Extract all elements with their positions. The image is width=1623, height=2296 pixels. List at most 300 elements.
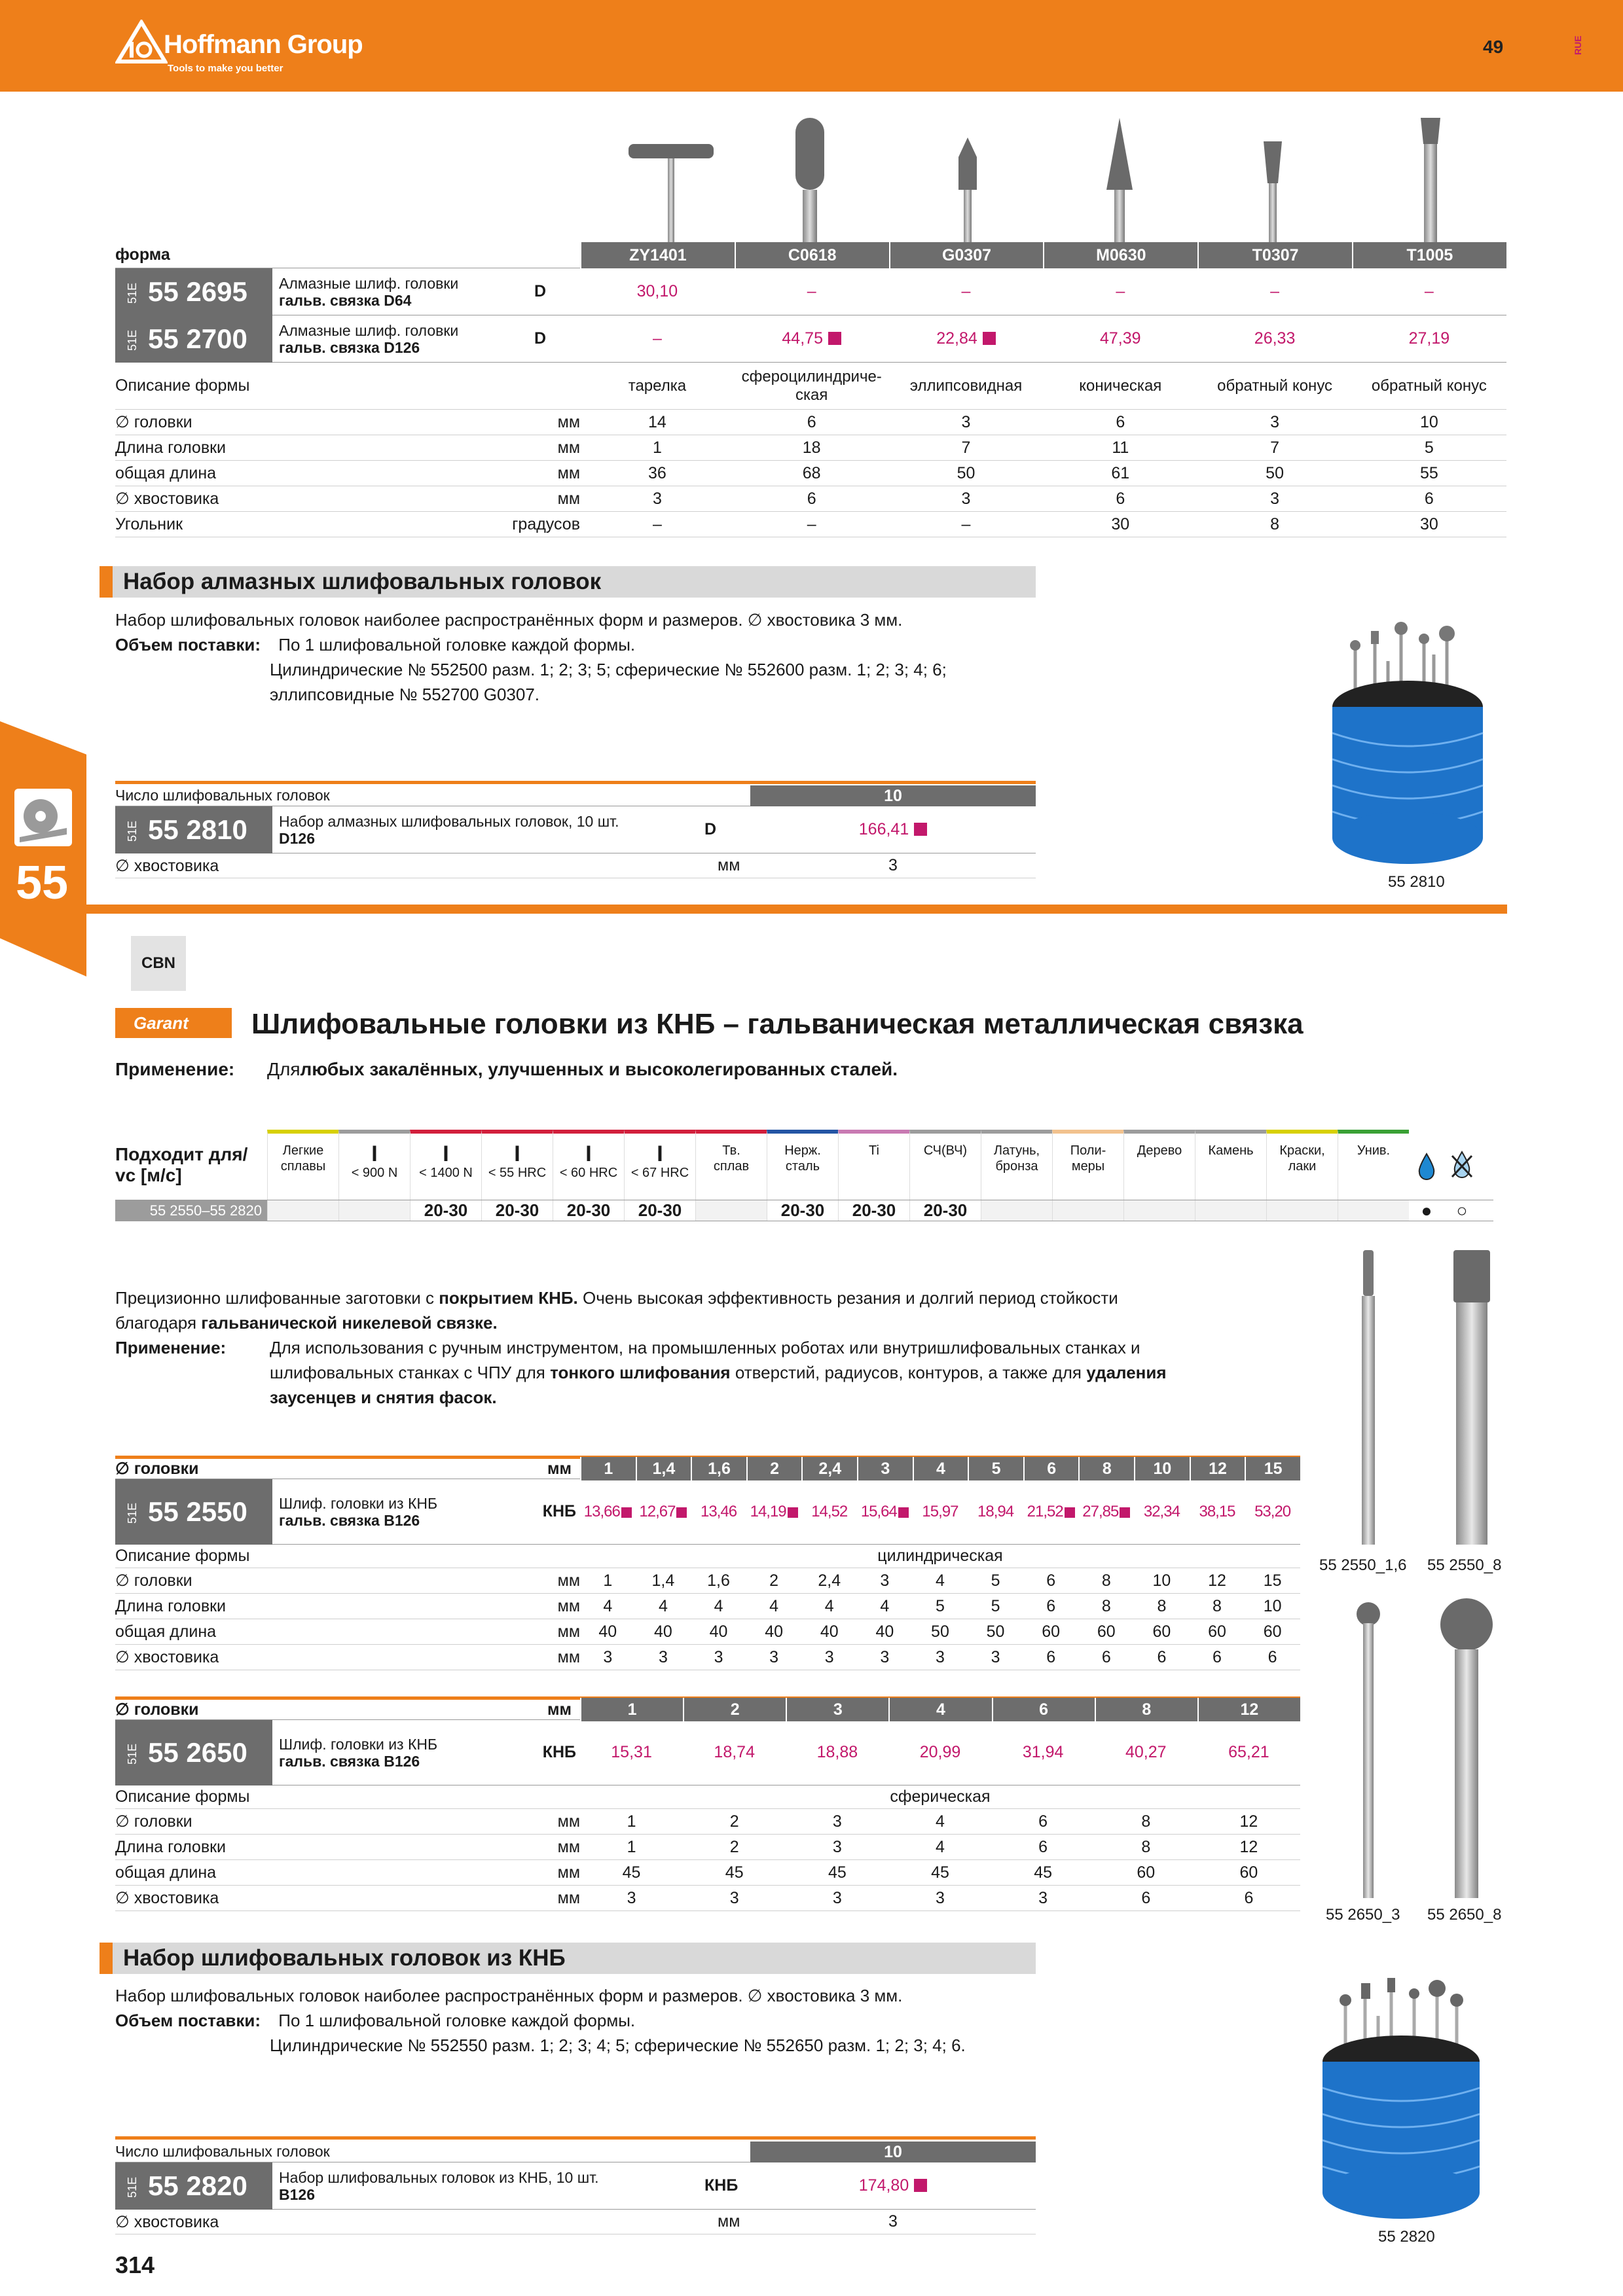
- price-cell: [801, 1503, 857, 1521]
- spec-label: ∅ головки: [115, 1812, 192, 1831]
- dry-circle: ○: [1456, 1200, 1468, 1221]
- grinding-wheel-icon: [14, 789, 72, 846]
- spec-unit: мм: [557, 1888, 580, 1907]
- material-speed: 20-30: [553, 1200, 624, 1221]
- price: 27,19: [1408, 329, 1450, 348]
- price: 15,97: [922, 1502, 958, 1520]
- spec-value: 1,6: [707, 1571, 730, 1590]
- price-marker: [788, 1507, 798, 1518]
- material-speed: 20-30: [624, 1200, 695, 1221]
- spec-value: 4: [714, 1596, 723, 1615]
- spec-value: 5: [936, 1596, 945, 1615]
- form-code: G0307: [889, 242, 1044, 268]
- material-speed: [338, 1200, 410, 1221]
- spec-value: 5: [1424, 438, 1434, 457]
- spec-value: 12: [1239, 1837, 1258, 1856]
- diamond-heads-image: [609, 118, 1473, 249]
- size-header: 3: [857, 1457, 913, 1480]
- size-header: 1,4: [636, 1457, 691, 1480]
- price: –: [1116, 282, 1125, 300]
- spec-value: 4: [880, 1596, 890, 1615]
- article-code: 55 2700: [148, 323, 247, 354]
- size-header: 4: [888, 1698, 991, 1721]
- price-cell: [1197, 282, 1352, 301]
- article-description: [272, 275, 534, 309]
- material-speed: [1123, 1200, 1195, 1221]
- spec-row: [115, 1568, 1300, 1594]
- material-sub: бронза: [995, 1159, 1038, 1174]
- size-header: 6: [1023, 1457, 1079, 1480]
- spec-value: 4: [824, 1596, 834, 1615]
- set1-shank: 3: [888, 856, 898, 874]
- size-header: 2,4: [801, 1457, 857, 1480]
- set2-article[interactable]: 51E 55 2820: [115, 2162, 272, 2210]
- spec-value: 45: [828, 1863, 847, 1882]
- spec-unit: градусов: [512, 514, 580, 533]
- spec-unit: мм: [557, 1622, 580, 1641]
- material-speed: 20-30: [909, 1200, 981, 1221]
- material-header: [838, 1130, 909, 1200]
- spec-label: Длина головки: [115, 438, 227, 457]
- spec-value: 3: [832, 1837, 842, 1856]
- price-cell: [1352, 329, 1506, 348]
- price-cell: [857, 1503, 913, 1521]
- application-text: любых закалённых, улучшенных и высоколегированных сталей.: [300, 1059, 898, 1079]
- material-name: Камень: [1208, 1143, 1254, 1158]
- size-header: 3: [786, 1698, 888, 1721]
- spec-row: [115, 410, 1506, 435]
- price-cell: [580, 329, 735, 348]
- material-name: Латунь,: [993, 1143, 1040, 1158]
- price: 47,39: [1100, 329, 1141, 348]
- shape-name: эллипсовидная: [909, 376, 1023, 395]
- form-code: T0307: [1197, 242, 1352, 268]
- spec-value: 3: [991, 1647, 1000, 1666]
- spec-value: 10: [1263, 1596, 1282, 1615]
- app2-label: Применение:: [115, 1338, 227, 1357]
- spec-row: [115, 486, 1506, 512]
- spec-unit: мм: [557, 412, 580, 431]
- material-speed: [981, 1200, 1052, 1221]
- chapter-tab: [0, 721, 86, 977]
- spec-value: 40: [820, 1622, 839, 1641]
- desc-line2: гальв. связка D126: [279, 338, 420, 356]
- binding-code: D: [534, 282, 547, 300]
- spec-value: 11: [1112, 438, 1129, 457]
- spec-value: 6: [1141, 1888, 1151, 1907]
- spec-unit: мм: [557, 1863, 580, 1882]
- price: 44,75: [782, 329, 823, 348]
- page-number: 49: [1483, 37, 1504, 57]
- material-name: Дерево: [1137, 1143, 1182, 1158]
- price: 14,52: [811, 1502, 848, 1520]
- set1-desc1: Набор алмазных шлифовальных головок, 10 шт.: [279, 812, 619, 830]
- set2-code: КНБ: [704, 2176, 739, 2195]
- spec-value: 4: [936, 1837, 945, 1856]
- cbn-application: [115, 1059, 898, 1080]
- spec-value: 50: [931, 1622, 949, 1641]
- set2-title: Набор шлифовальных головок из КНБ: [100, 1943, 1036, 1974]
- price: 18,94: [977, 1502, 1014, 1520]
- spec-value: 40: [654, 1622, 672, 1641]
- spec-value: 6: [1116, 489, 1125, 508]
- spec-value: 1: [652, 438, 662, 457]
- spec-value: 4: [603, 1596, 613, 1615]
- spec-value: 8: [1213, 1596, 1222, 1615]
- article-code: 55 2695: [148, 276, 247, 307]
- price-marker: [898, 1507, 909, 1518]
- spec-value: 45: [622, 1863, 641, 1882]
- price-cell: [1023, 1503, 1079, 1521]
- spec-value: 3: [729, 1888, 739, 1907]
- spec-unit: мм: [557, 1812, 580, 1831]
- spec-value: 3: [936, 1888, 945, 1907]
- t2-head-unit: мм: [547, 1459, 572, 1478]
- section-divider: [86, 905, 1507, 914]
- spec-value: 3: [936, 1647, 945, 1666]
- spec-row: [115, 1619, 1300, 1645]
- spec-label: ∅ хвостовика: [115, 1648, 219, 1666]
- price: 65,21: [1228, 1743, 1269, 1761]
- set2-description: Набор шлифовальных головок наиболее распространённых форм и размеров. ∅ хвостовика 3 мм. Объем поставки: По 1 шлифовальной головке каждой формы. Цилиндрические № 552550 разм. 1; 2; 3; 4; 5; сферические № 552650 разм. 1; 2; 3; 4; 6.: [115, 1986, 966, 2055]
- size-header: 8: [1095, 1698, 1197, 1721]
- spec-value: 3: [880, 1571, 890, 1590]
- price-cell: [1078, 1503, 1134, 1521]
- set1-price: 166,41: [858, 820, 909, 838]
- size-header: 2: [683, 1698, 786, 1721]
- spec-value: 3: [1038, 1888, 1048, 1907]
- material-sub: < 67 HRC: [630, 1166, 689, 1180]
- application-label: Применение:: [115, 1059, 235, 1079]
- spec-unit: мм: [557, 489, 580, 508]
- spec-value: 3: [824, 1647, 834, 1666]
- set1-article[interactable]: 51E 55 2810: [115, 806, 272, 853]
- form-code: C0618: [735, 242, 889, 268]
- material-header: [981, 1130, 1052, 1200]
- price-cell: [735, 282, 889, 301]
- set1-desc2: D126: [279, 829, 315, 847]
- t2-caption2: 55 2550_8: [1427, 1556, 1502, 1574]
- spec-value: 30: [1419, 514, 1438, 533]
- material-sub: < 900 N: [351, 1166, 398, 1180]
- size-header: 6: [992, 1698, 1095, 1721]
- wet-dot: ●: [1421, 1200, 1432, 1221]
- price: 18,88: [816, 1743, 858, 1761]
- article-row: [115, 268, 1506, 315]
- t2-caption1: 55 2550_1,6: [1319, 1556, 1407, 1574]
- spec-value: 6: [1046, 1647, 1056, 1666]
- price-cell: [580, 1503, 636, 1521]
- price-marker: [676, 1507, 687, 1518]
- i-beam-icon: I: [657, 1141, 663, 1166]
- set2-price: 174,80: [858, 2176, 909, 2195]
- set2-image-caption: 55 2820: [1378, 2228, 1435, 2246]
- spec-label: Длина головки: [115, 1837, 227, 1856]
- spec-value: 6: [1424, 489, 1434, 508]
- cbn-cylindrical-table: ∅ головки мм 1 1,4 1,6 2 2,4 3 4 5 6 8 10 12 15 51E 55 2550 Шлиф. головки из КНБ гальв. связка B126 КНБ 13,66 12,67 13,46 14,19 14,52 15,64 15,97 18,94 21,52 27,85 32,34 38,15 53,20 Описание формы цилиндрическая ∅ головки мм 1 1,4 1,6 2 2,4 3 4 5 6 8 10 12 15 Длина головки мм 4 4 4 4 4 4 5 5 6 8 8 8 10 общая длина мм 40 40 40 40 40 40 50 50 60 60 60 60 60 ∅ хвостовика мм 3 3 3 3 3 3 3 3 6 6 6 6 6: [115, 1456, 1300, 1670]
- spec-value: 3: [832, 1888, 842, 1907]
- material-speed: [267, 1200, 338, 1221]
- set1-shank-label: ∅ хвостовика: [115, 856, 219, 875]
- spec-value: 8: [1101, 1571, 1111, 1590]
- spec-value: 7: [961, 438, 971, 457]
- size-header: 10: [1134, 1457, 1190, 1480]
- cbn-spherical-image: [1342, 1597, 1506, 1905]
- spec-value: 3: [880, 1647, 890, 1666]
- spec-value: 4: [936, 1571, 945, 1590]
- price-marker: [828, 332, 841, 345]
- set1-scope2: Цилиндрические № 552500 разм. 1; 2; 3; 5; сферические № 552600 разм. 1; 2; 3; 4; 6;: [270, 660, 947, 679]
- material-sub: сплавы: [280, 1159, 326, 1174]
- price: 40,27: [1125, 1743, 1167, 1761]
- price-cell: [1134, 1503, 1190, 1521]
- spec-row: [115, 1809, 1300, 1835]
- material-header: [1052, 1130, 1123, 1200]
- material-speed: [695, 1200, 767, 1221]
- price: –: [1270, 282, 1280, 300]
- brand-name: Hoffmann Group: [164, 30, 363, 59]
- spec-value: 1: [603, 1571, 613, 1590]
- material-speed: [1052, 1200, 1123, 1221]
- t2-article[interactable]: 51E 55 2550: [115, 1479, 272, 1545]
- range-label: 55 2550–55 2820: [115, 1200, 267, 1221]
- material-name: Тв.: [722, 1143, 740, 1158]
- spec-value: 2: [729, 1837, 739, 1856]
- desc-line2: гальв. связка D64: [279, 291, 412, 309]
- spec-unit: мм: [557, 1571, 580, 1590]
- material-name: Унив.: [1357, 1143, 1391, 1158]
- set2-shank-label: ∅ хвостовика: [115, 2212, 219, 2231]
- price: 12,67: [639, 1502, 676, 1520]
- price: 22,84: [936, 329, 977, 348]
- spec-value: 2: [769, 1571, 779, 1590]
- spec-value: 6: [1116, 412, 1125, 431]
- size-header: 2: [746, 1457, 802, 1480]
- size-header: 8: [1078, 1457, 1134, 1480]
- spec-value: 8: [1141, 1837, 1151, 1856]
- price: 21,52: [1027, 1502, 1063, 1520]
- spec-value: 50: [1266, 463, 1284, 482]
- diamond-heads-table: [115, 242, 1506, 537]
- material-speed: 20-30: [767, 1200, 838, 1221]
- chapter-number: 55: [16, 857, 69, 909]
- price: 27,85: [1082, 1502, 1119, 1520]
- price-cell: [636, 1503, 691, 1521]
- spec-label: общая длина: [115, 1622, 217, 1641]
- price: 14,19: [750, 1502, 786, 1520]
- spec-label: общая длина: [115, 463, 217, 482]
- price-marker: [983, 332, 996, 345]
- size-header: 5: [968, 1457, 1023, 1480]
- shape-name: тарелка: [628, 376, 687, 395]
- price-cell: [691, 1503, 746, 1521]
- shape-label: Описание формы: [115, 376, 250, 395]
- brand-tagline: Tools to make you better: [168, 63, 283, 74]
- language-code: RUE: [1573, 35, 1583, 55]
- spec-value: 2: [729, 1812, 739, 1831]
- material-name: Ti: [869, 1143, 879, 1158]
- i-beam-icon: I: [585, 1141, 592, 1166]
- price-cell: [889, 282, 1044, 301]
- spec-row: [115, 512, 1506, 537]
- spec-value: 60: [1042, 1622, 1061, 1641]
- t2-shape-label: Описание формы: [115, 1547, 250, 1565]
- price-cell: [889, 329, 1044, 348]
- spec-label: общая длина: [115, 1863, 217, 1882]
- spec-value: 6: [807, 489, 816, 508]
- material-sub: меры: [1071, 1159, 1105, 1174]
- material-speed: [1266, 1200, 1338, 1221]
- material-sub: сталь: [785, 1159, 820, 1174]
- price-cell: [735, 329, 889, 348]
- article-prefix: 51E: [126, 283, 139, 304]
- price: 32,34: [1143, 1502, 1180, 1520]
- set1-description: [115, 607, 1228, 707]
- desc-line1: Алмазные шлиф. головки: [279, 321, 459, 339]
- size-header: 1: [580, 1457, 636, 1480]
- material-speed: 20-30: [838, 1200, 909, 1221]
- set1-table: [115, 785, 1036, 878]
- price: 26,33: [1254, 329, 1296, 348]
- i-beam-icon: I: [371, 1141, 378, 1166]
- spec-label: Угольник: [115, 514, 183, 533]
- set1-image-caption: 55 2810: [1388, 873, 1445, 891]
- t3-caption2: 55 2650_8: [1427, 1906, 1502, 1924]
- spec-label: Длина головки: [115, 1596, 227, 1615]
- spec-value: 45: [931, 1863, 949, 1882]
- binding-code: D: [534, 329, 547, 348]
- material-name: Поли-: [1070, 1143, 1106, 1158]
- spec-value: 55: [1419, 463, 1438, 482]
- spec-value: 60: [1097, 1622, 1116, 1641]
- spec-value: 6: [1038, 1812, 1048, 1831]
- price: 20,99: [919, 1743, 961, 1761]
- footer-page-number: 314: [115, 2251, 155, 2278]
- spec-value: 3: [627, 1888, 636, 1907]
- t3-article[interactable]: 51E 55 2650: [115, 1720, 272, 1785]
- spec-row: [115, 1835, 1300, 1860]
- price-marker: [1065, 1507, 1075, 1518]
- price-cell: [1197, 329, 1352, 348]
- cbn-badge: CBN: [131, 936, 186, 991]
- set1-line1: Набор шлифовальных головок наиболее распространённых форм и размеров. ∅ хвостовика 3 мм.: [115, 610, 903, 630]
- spec-unit: мм: [557, 1596, 580, 1615]
- spec-value: 4: [658, 1596, 668, 1615]
- price-marker: [1120, 1507, 1130, 1518]
- material-header: [1338, 1130, 1409, 1200]
- set1-unit: мм: [718, 856, 740, 874]
- form-code: ZY1401: [580, 242, 735, 268]
- t2-code: КНБ: [542, 1502, 576, 1520]
- spec-unit: мм: [557, 463, 580, 482]
- set1-code: D: [704, 820, 717, 838]
- spec-value: 60: [1239, 1863, 1258, 1882]
- spec-value: 3: [961, 412, 971, 431]
- spec-row: [115, 1645, 1300, 1670]
- spec-value: 40: [709, 1622, 728, 1641]
- spec-value: 60: [1208, 1622, 1226, 1641]
- spec-value: 40: [765, 1622, 784, 1641]
- material-header: [481, 1130, 553, 1200]
- spec-value: 8: [1101, 1596, 1111, 1615]
- spec-value: 3: [1270, 489, 1280, 508]
- spec-value: 3: [652, 489, 662, 508]
- set2-shank: 3: [888, 2212, 898, 2231]
- material-name: СЧ(ВЧ): [923, 1143, 968, 1158]
- cbn-cylindrical-image: [1322, 1250, 1499, 1551]
- desc-line1: Алмазные шлиф. головки: [279, 274, 459, 292]
- shape-name: обратный конус: [1371, 376, 1487, 395]
- spec-value: 6: [1046, 1571, 1056, 1590]
- spec-value: 45: [1034, 1863, 1053, 1882]
- price-cell: [1043, 282, 1197, 301]
- spec-value: 5: [991, 1596, 1000, 1615]
- material-speed: 20-30: [410, 1200, 481, 1221]
- price: 53,20: [1254, 1502, 1291, 1520]
- spec-value: 3: [658, 1647, 668, 1666]
- price: –: [652, 329, 662, 348]
- spec-value: 3: [961, 489, 971, 508]
- spec-label: ∅ головки: [115, 413, 192, 431]
- size-header: 12: [1190, 1457, 1245, 1480]
- spec-value: 61: [1111, 463, 1130, 482]
- t3-caption1: 55 2650_3: [1326, 1906, 1400, 1924]
- spec-value: 60: [1152, 1622, 1171, 1641]
- i-beam-icon: I: [514, 1141, 520, 1166]
- set2-unit: мм: [718, 2212, 740, 2231]
- garant-brand: Garant: [134, 1013, 189, 1033]
- spec-value: 40: [598, 1622, 617, 1641]
- spec-value: 15: [1263, 1571, 1282, 1590]
- article-number[interactable]: [115, 315, 272, 363]
- spec-value: 1: [627, 1812, 636, 1831]
- suit-label: Подходит для/ vc [м/c]: [115, 1144, 248, 1185]
- form-label: форма: [115, 245, 170, 264]
- spec-value: 50: [986, 1622, 1005, 1641]
- material-speed: [1338, 1200, 1409, 1221]
- size-header: 1,6: [691, 1457, 746, 1480]
- i-beam-icon: I: [443, 1141, 449, 1166]
- spec-value: 8: [1270, 514, 1280, 533]
- spec-value: –: [807, 514, 816, 533]
- material-sub: лаки: [1288, 1159, 1317, 1174]
- cbn-title: Шлифовальные головки из КНБ – гальваническая металлическая связка: [251, 1008, 1304, 1040]
- material-header: [624, 1130, 695, 1200]
- spec-value: 6: [1101, 1647, 1111, 1666]
- price-marker: [621, 1507, 632, 1518]
- spec-value: 3: [1270, 412, 1280, 431]
- set1-count: 10: [750, 785, 1036, 806]
- material-sub: < 1400 N: [419, 1166, 473, 1180]
- material-header: [410, 1130, 481, 1200]
- price: 15,64: [860, 1502, 897, 1520]
- spec-row: [115, 1594, 1300, 1619]
- price-cell: [580, 282, 735, 301]
- spec-value: 50: [957, 463, 976, 482]
- shape-name: сфероцилиндриче-ская: [741, 367, 882, 404]
- coolant-dry-icon: [1444, 1130, 1480, 1200]
- size-header: 15: [1245, 1457, 1300, 1480]
- spec-unit: мм: [557, 438, 580, 457]
- article-number[interactable]: [115, 268, 272, 315]
- spec-value: –: [652, 514, 662, 533]
- article-description: [272, 322, 534, 356]
- price: 18,74: [714, 1743, 755, 1761]
- spec-value: 40: [875, 1622, 894, 1641]
- spec-value: 6: [1267, 1647, 1277, 1666]
- material-header: [338, 1130, 410, 1200]
- price: 13,66: [583, 1502, 620, 1520]
